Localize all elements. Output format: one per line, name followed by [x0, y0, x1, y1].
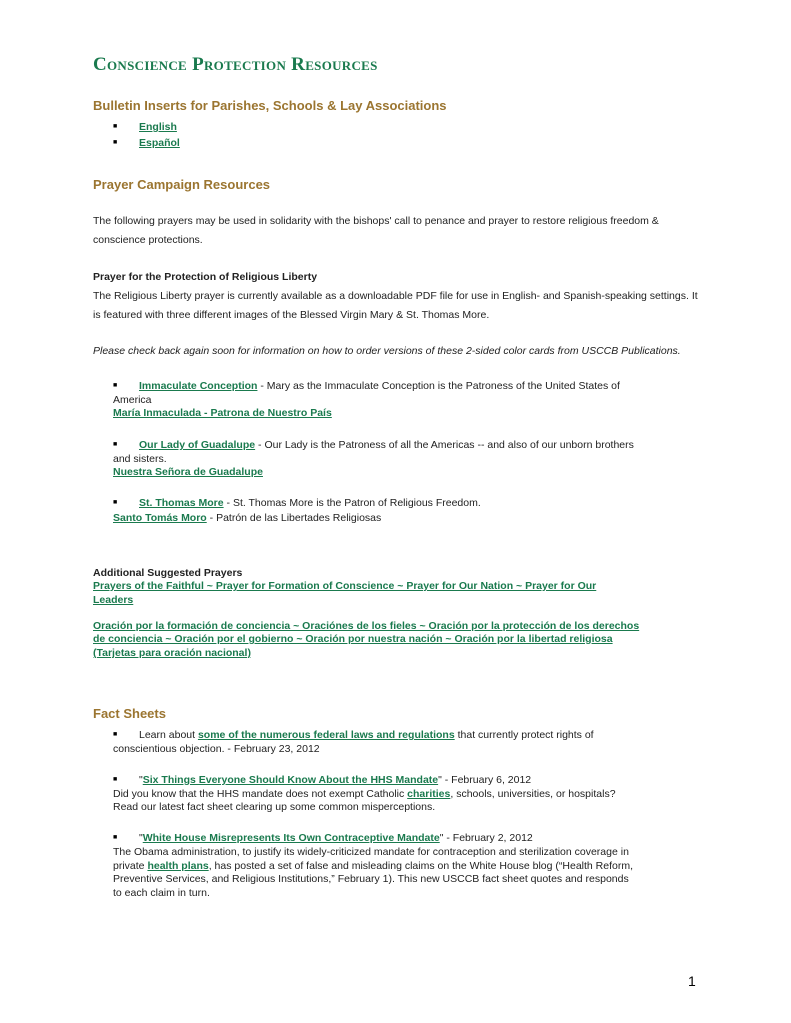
nuestra-senora-link[interactable]: Nuestra Señora de Guadalupe: [113, 466, 263, 478]
fact-sheet-desc: to each claim in turn.: [113, 887, 210, 899]
fact-sheet-desc: The Obama administration, to justify its widely-criticized mandate for contraception and sterilization coverage in: [113, 846, 629, 858]
fact-sheet-item: [139, 774, 531, 788]
fact-text: ": [139, 774, 143, 786]
additional-prayers-spanish-link[interactable]: Oración por la formación de conciencia ~ Oraciónes de los fieles ~ Oración por la protección de los derechos: [93, 620, 640, 632]
bulletin-link-english[interactable]: English: [139, 121, 177, 133]
prayer-card-item: [139, 497, 481, 511]
st-thomas-more-link[interactable]: St. Thomas More: [139, 497, 224, 509]
fact-text: Learn about: [139, 729, 198, 741]
santo-tomas-moro-link[interactable]: Santo Tomás Moro: [113, 512, 207, 524]
federal-laws-link[interactable]: some of the numerous federal laws and regulations: [197, 729, 455, 741]
our-lady-of-guadalupe-link[interactable]: Our Lady of Guadalupe: [139, 439, 256, 451]
bulletin-link-espanol[interactable]: Español: [139, 137, 180, 149]
bulletin-heading: Bulletin Inserts for Parishes, Schools & Lay Associations: [93, 98, 447, 113]
bullet-icon: ■: [113, 441, 118, 448]
prayer-card-desc: - Mary as the Immaculate Conception is the Patroness of the United States of: [257, 380, 620, 392]
white-house-link[interactable]: White House Misrepresents Its Own Contraceptive Mandate: [142, 832, 440, 844]
prayer-card-desc: - St. Thomas More is the Patron of Religious Freedom.: [223, 497, 481, 509]
charities-link[interactable]: charities: [407, 788, 451, 800]
prayer-card-item: [139, 380, 620, 394]
fact-sheet-item: [139, 832, 533, 846]
fact-sheet-desc: [113, 860, 633, 874]
prayer-card-desc-cont: and sisters.: [113, 453, 167, 465]
prayer-card-spanish: [113, 512, 381, 526]
bullet-icon: ■: [113, 776, 118, 783]
fact-text: , schools, universities, or hospitals?: [450, 788, 616, 800]
prayer-intro-text: The following prayers may be used in solidarity with the bishops' call to penance and prayer to restore religious freedom & conscience protections.: [93, 215, 659, 246]
fact-sheet-item: [139, 729, 594, 743]
bullet-icon: ■: [113, 382, 118, 389]
fact-sheets-heading: Fact Sheets: [93, 706, 166, 721]
fact-text: " - February 6, 2012: [438, 774, 532, 786]
fact-text: ": [139, 832, 143, 844]
prayer-card-desc: - Our Lady is the Patroness of all the Americas -- and also of our unborn brothers: [255, 439, 634, 451]
fact-text: private: [113, 860, 148, 872]
fact-text: , has posted a set of false and misleading claims on the White House blog (“Health Reform,: [208, 860, 633, 872]
fact-text: " - February 2, 2012: [439, 832, 533, 844]
additional-prayers-english-link[interactable]: Prayers of the Faithful ~ Prayer for Formation of Conscience ~ Prayer for Our Nation ~ Prayer for Our: [93, 580, 597, 592]
bullet-icon: ■: [113, 139, 118, 146]
fact-sheet-desc: Preventive Services, and Religious Institutions,” February 1). This new USCCB fact sheet quotes and responds: [113, 873, 629, 885]
liberty-prayer-text: The Religious Liberty prayer is currently available as a downloadable PDF file for use in English- and Spanish-speaking settings. It is featured with three different images of the Blessed Virgin Mary & St. Thomas More.: [93, 290, 698, 321]
additional-prayers-spanish-link-cont[interactable]: de conciencia ~ Oración por el gobierno ~ Oración por nuestra nación ~ Oración por la libertad religiosa: [93, 633, 613, 645]
bullet-icon: ■: [113, 731, 118, 738]
bullet-icon: ■: [113, 834, 118, 841]
additional-prayers-heading: Additional Suggested Prayers: [93, 567, 243, 579]
health-plans-link[interactable]: health plans: [147, 860, 209, 872]
prayer-card-item: [139, 439, 634, 453]
bullet-icon: ■: [113, 123, 118, 130]
tarjetas-link[interactable]: (Tarjetas para oración nacional): [93, 647, 251, 659]
order-note-text: Please check back again soon for information on how to order versions of these 2-sided color cards from USCCB Publications.: [93, 345, 681, 357]
page-number: 1: [688, 973, 696, 989]
fact-sheet-desc-cont: Read our latest fact sheet clearing up some common misperceptions.: [113, 801, 436, 813]
maria-inmaculada-link[interactable]: María Inmaculada - Patrona de Nuestro País: [113, 407, 332, 419]
additional-prayers-english-link-cont[interactable]: Leaders: [93, 594, 134, 606]
page-title: Conscience Protection Resources: [93, 54, 378, 75]
six-things-link[interactable]: Six Things Everyone Should Know About the HHS Mandate: [142, 774, 439, 786]
bullet-icon: ■: [113, 499, 118, 506]
fact-text: that currently protect rights of: [454, 729, 594, 741]
fact-text: Did you know that the HHS mandate does not exempt Catholic: [113, 788, 408, 800]
immaculate-conception-link[interactable]: Immaculate Conception: [139, 380, 258, 392]
prayer-card-desc-cont: America: [113, 394, 152, 406]
prayer-card-spanish-desc: - Patrón de las Libertades Religiosas: [206, 512, 382, 524]
fact-sheet-desc: [113, 788, 616, 802]
liberty-prayer-heading: Prayer for the Protection of Religious Liberty: [93, 271, 318, 283]
fact-sheet-date: conscientious objection. - February 23, 2012: [113, 743, 320, 755]
prayer-campaign-heading: Prayer Campaign Resources: [93, 177, 271, 192]
